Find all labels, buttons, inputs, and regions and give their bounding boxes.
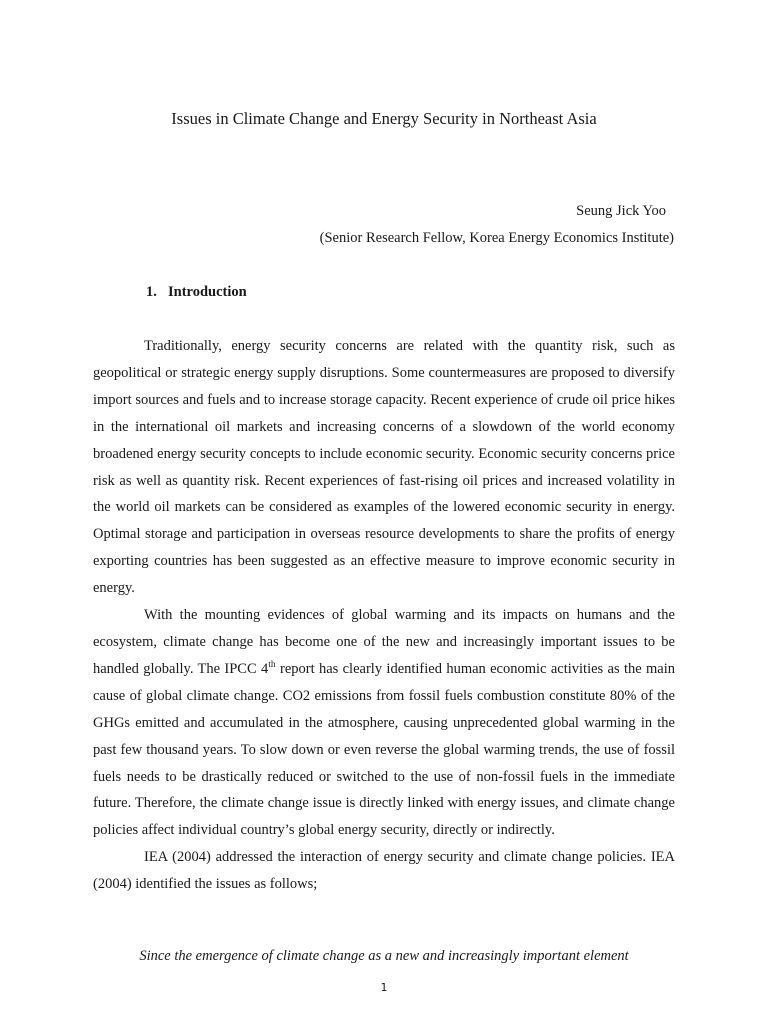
- paragraph-2-part-1: With the mounting evidences of global warming and its impacts on humans and the ecosystem, climate change has become one of the new and increasingly important issues to be handled globally. The IPCC 4: [93, 607, 675, 677]
- section-title: Introduction: [168, 284, 247, 300]
- paragraph-2: [93, 602, 675, 844]
- page-number: 1: [380, 981, 388, 994]
- section-number: 1.: [146, 284, 157, 300]
- author-name: Seung Jick Yoo: [576, 203, 666, 219]
- paragraph-1: Traditionally, energy security concerns are related with the quantity risk, such as geopolitical or strategic energy supply disruptions. Some countermeasures are proposed to diversify import sources and fuels and to increase storage capacity. Recent experience of crude oil price hikes in the international oil markets and increasing concerns of a slowdown of the world economy broadened energy security concepts to include economic security. Economic security concerns price risk as well as quantity risk. Recent experiences of fast-rising oil prices and increased volatility in the world oil markets can be considered as examples of the lowered economic security in energy. Optimal storage and participation in overseas resource developments to share the profits of energy exporting countries has been suggested as an effective measure to improve economic security in energy.: [93, 338, 675, 597]
- body-text: [93, 333, 675, 898]
- document-title: Issues in Climate Change and Energy Security in Northeast Asia: [171, 109, 597, 128]
- author-affiliation: (Senior Research Fellow, Korea Energy Economics Institute): [319, 230, 674, 246]
- paragraph-2-part-2: report has clearly identified human economic activities as the main cause of global climate change. CO2 emissions from fossil fuels combustion constitute 80% of the GHGs emitted and accumulated in the atmosphere, causing unprecedented global warming in the past few thousand years. To slow down or even reverse the global warming trends, the use of fossil fuels needs to be drastically reduced or switched to the use of non-fossil fuels in the immediate future. Therefore, the climate change issue is directly linked with energy issues, and climate change policies affect individual country’s global energy security, directly or indirectly.: [93, 660, 675, 839]
- paragraph-3: IEA (2004) addressed the interaction of energy security and climate change policies. IEA (2004) identified the issues as follows;: [93, 849, 675, 893]
- block-quote: Since the emergence of climate change as a new and increasingly important element: [139, 948, 629, 964]
- superscript-th: th: [268, 659, 276, 670]
- section-heading: [146, 284, 247, 301]
